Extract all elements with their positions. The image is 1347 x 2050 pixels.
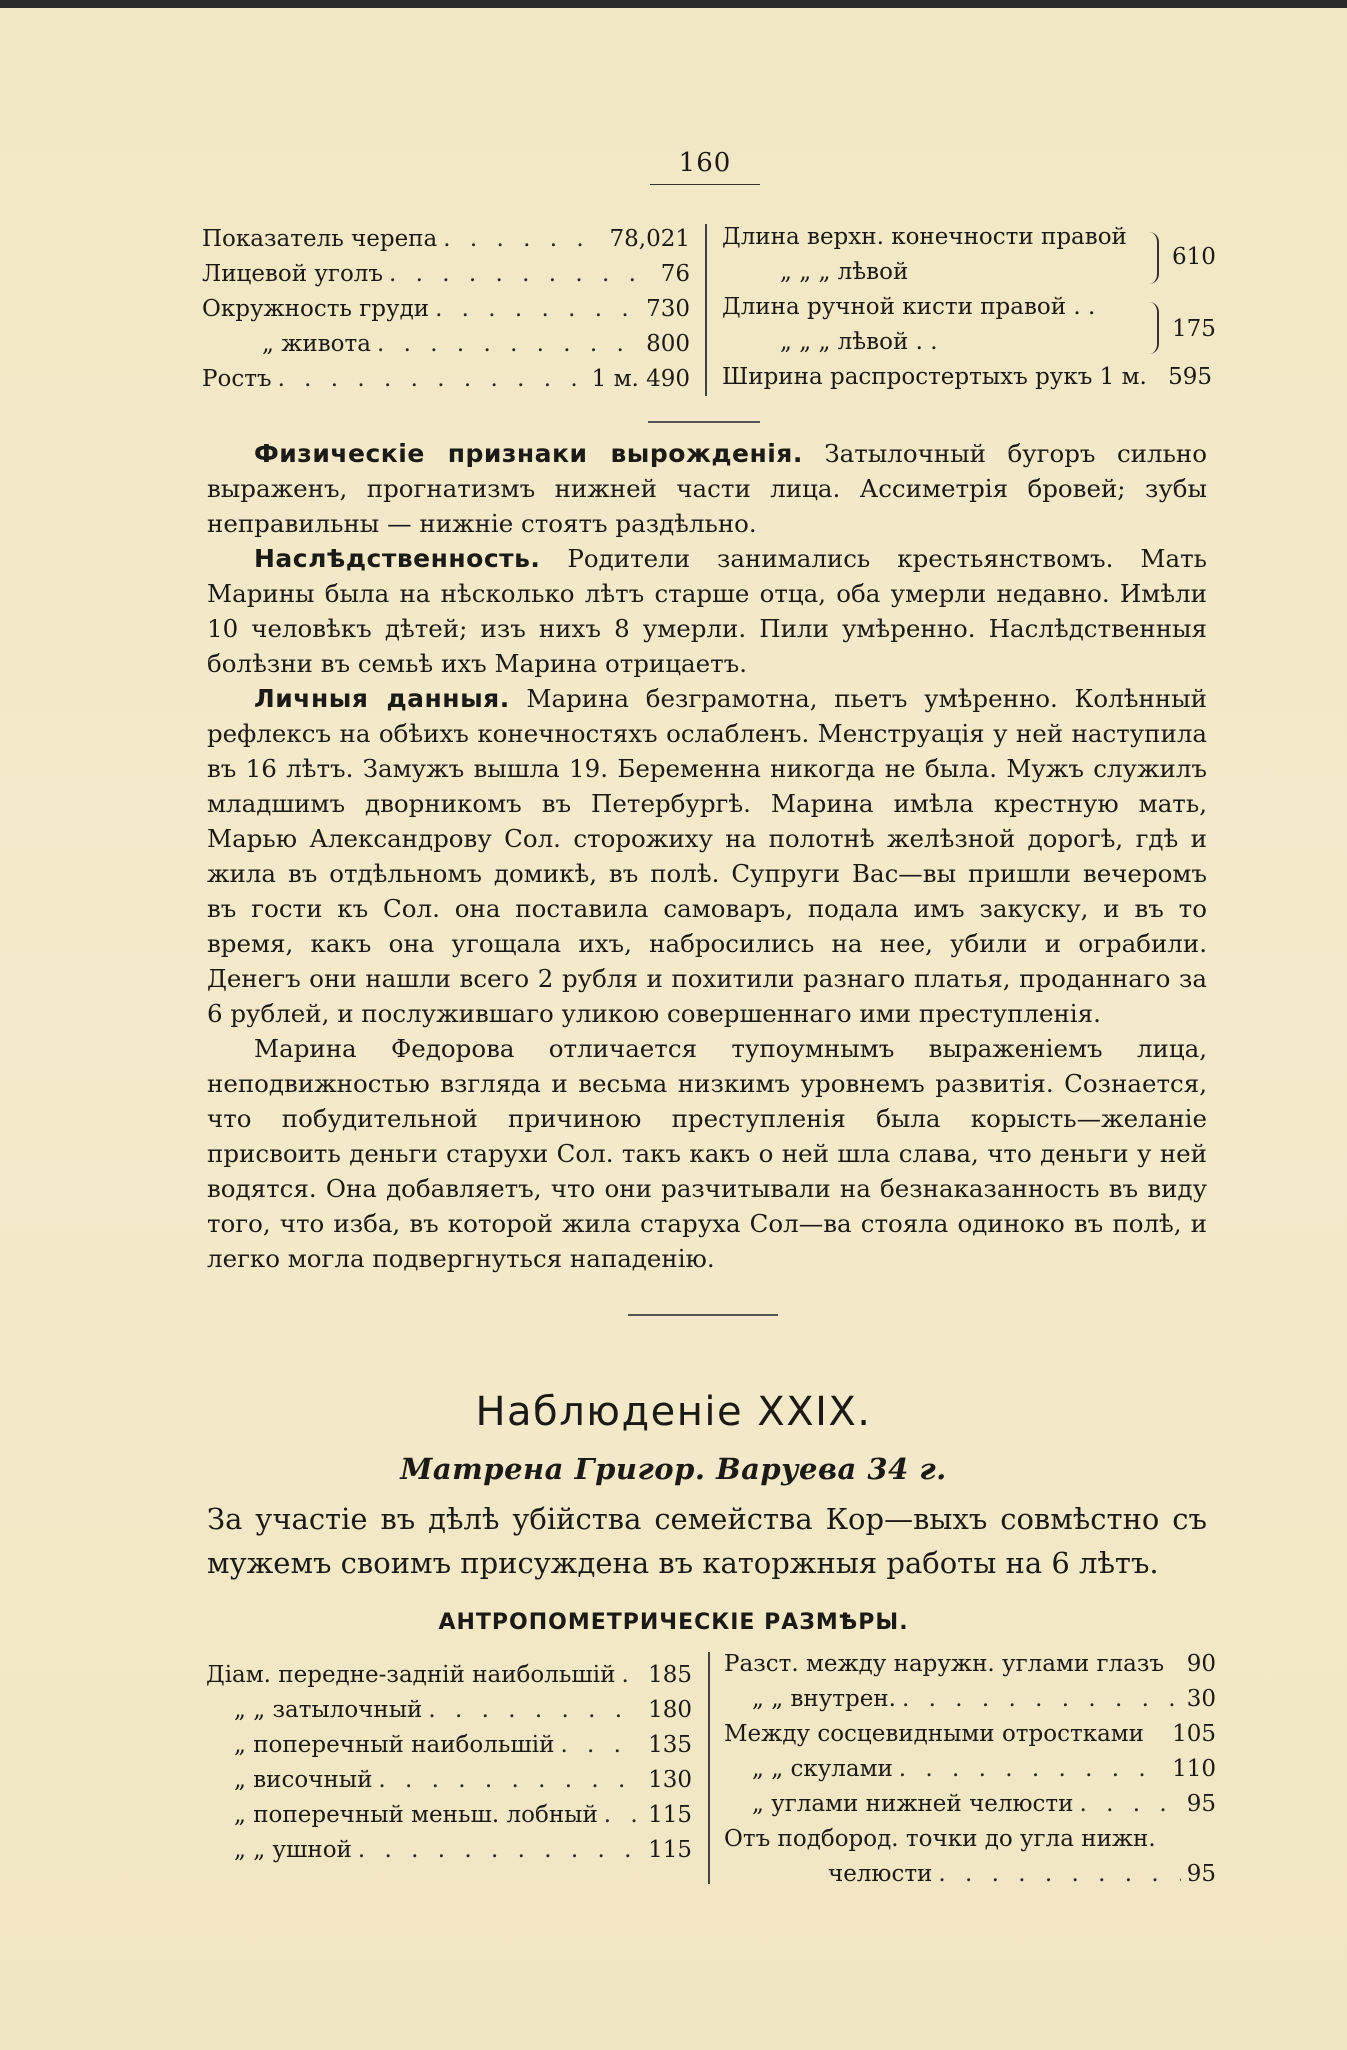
measurement-row: „ „ „ лѣвой — [780, 259, 909, 285]
measurement-row: „ поперечный наибольшiй . . . 135 — [206, 1728, 692, 1763]
separator-rule — [648, 421, 760, 423]
measurement-row: „ „ внутрен. . . . 30 — [724, 1682, 1216, 1717]
measurement-row: Окружность груди . . . 730 — [202, 292, 690, 327]
hand-value: 175 — [1172, 316, 1216, 342]
measurement-row: Ростъ . . . 1 м. 490 — [202, 362, 690, 397]
page-number: 160 — [650, 148, 760, 185]
upper-limb-value: 610 — [1172, 244, 1216, 270]
observation-subject: Матрена Григор. Варуева 34 г. — [400, 1452, 947, 1486]
measurement-row: „ „ ушной . . . 115 — [206, 1833, 692, 1868]
measurement-row: Длина ручной кисти правой . . — [722, 294, 1096, 320]
top-measurements-right — [722, 220, 1212, 395]
measurement-row: Лицевой уголъ . . . 76 — [202, 257, 690, 292]
brace-icon — [1143, 302, 1159, 354]
measurement-row: челюсти . . . 95 — [724, 1857, 1216, 1892]
paragraph: Физическіе признаки вырожденія. Затылочный бугоръ сильно выраженъ, прогнатизмъ нижней части лица. Ассиметрія бровей; зубы неправильны — нижніе стоятъ раздѣльно. — [207, 439, 1207, 538]
measurement-row: „ „ „ лѣвой . . — [780, 329, 938, 355]
observation-description: За участіе въ дѣлѣ убійства семейства Кор—выхъ совмѣстно съ мужемъ своимъ присуждена въ каторжныя работы на 6 лѣтъ. — [207, 1502, 1207, 1580]
paragraph: Марина Федорова отличается тупоумнымъ выраженіемъ лица, неподвижностью взгляда и весьма низкимъ уровнемъ развитія. Сознается, что побудительной причиною преступленія была корысть—желаніе присвоить деньги старухи Сол. такъ какъ о ней шла слава, что деньги у ней водятся. Она добавляетъ, что они разчитывали на безнаказанность въ виду того, что изба, въ которой жила старуха Сол—ва стояла одиноко въ полѣ, и легко могла подвергнуться нападенію. — [207, 1034, 1207, 1273]
measurement-row: „ живота . . . 800 — [202, 327, 690, 362]
brace-icon — [1143, 232, 1159, 284]
measurement-row: Между сосцевидными отростками 105 — [724, 1721, 1216, 1747]
column-divider — [708, 1652, 710, 1884]
observation-title: Наблюденіе XXIX. — [475, 1389, 872, 1435]
paragraph: Личныя данныя. Марина безграмотна, пьетъ умѣренно. Колѣнный рефлексъ на обѣихъ конечностяхъ ослабленъ. Менструація у ней наступила въ 16 лѣтъ. Замужъ вышла 19. Беременна никогда не была. Мужъ служилъ младшимъ дворникомъ въ Петербургѣ. Марина имѣла крестную мать, Марью Александрову Сол. сторожиху на полотнѣ желѣзной дорогѣ, гдѣ и жила въ отдѣльномъ домикѣ, въ полѣ. Супруги Вас—вы пришли вечеромъ въ гости къ Сол. она поставила самоваръ, подала имъ закуску, и въ то время, какъ она угощала ихъ, набросились на нее, убили и ограбили. Денегъ они нашли всего 2 рубля и похитили разнаго платья, проданнаго за 6 рублей, и послужившаго уликою совершеннаго ими преступленія. — [207, 684, 1208, 1028]
measurement-row: Ширина распростертыхъ рукъ 1 м. 595 — [722, 364, 1212, 390]
section-heading: АНТРОПОМЕТРИЧЕСКІЕ РАЗМѢРЫ. — [438, 1610, 909, 1635]
bottom-measurements-left — [206, 1658, 692, 1868]
measurement-row: Діам. передне-заднiй наибольшiй . . . 185 — [206, 1658, 692, 1693]
measurement-row: „ „ затылочный . . . 180 — [206, 1693, 692, 1728]
measurement-row: „ углами нижней челюсти . . . 95 — [724, 1787, 1216, 1822]
measurement-row: Показатель черепа . . . 78,021 — [202, 222, 690, 257]
scan-edge — [0, 0, 1347, 8]
separator-rule — [628, 1314, 778, 1316]
paragraph: Наслѣдственность. Родители занимались крестьянствомъ. Мать Марины была на нѣсколько лѣтъ старше отца, оба умерли недавно. Имѣли 10 человѣкъ дѣтей; изъ нихъ 8 умерли. Пили умѣренно. Наслѣдственныя болѣзни въ семьѣ ихъ Марина отрицаетъ. — [207, 544, 1207, 678]
measurement-row: „ поперечный меньш. лобный . . . 115 — [206, 1798, 692, 1833]
measurement-row: Длина верхн. конечности правой — [722, 224, 1127, 250]
body-text — [207, 436, 1207, 1276]
bottom-measurements-right — [724, 1647, 1216, 1892]
measurement-row: Разст. между наружн. углами глазъ 90 — [724, 1651, 1216, 1677]
column-divider — [705, 224, 707, 396]
measurement-row: „ „ скулами . . . 110 — [724, 1752, 1216, 1787]
measurement-row: Отъ подбород. точки до угла нижн. — [724, 1826, 1156, 1852]
top-measurements-left — [202, 222, 690, 397]
measurement-row: „ височный . . . 130 — [206, 1763, 692, 1798]
